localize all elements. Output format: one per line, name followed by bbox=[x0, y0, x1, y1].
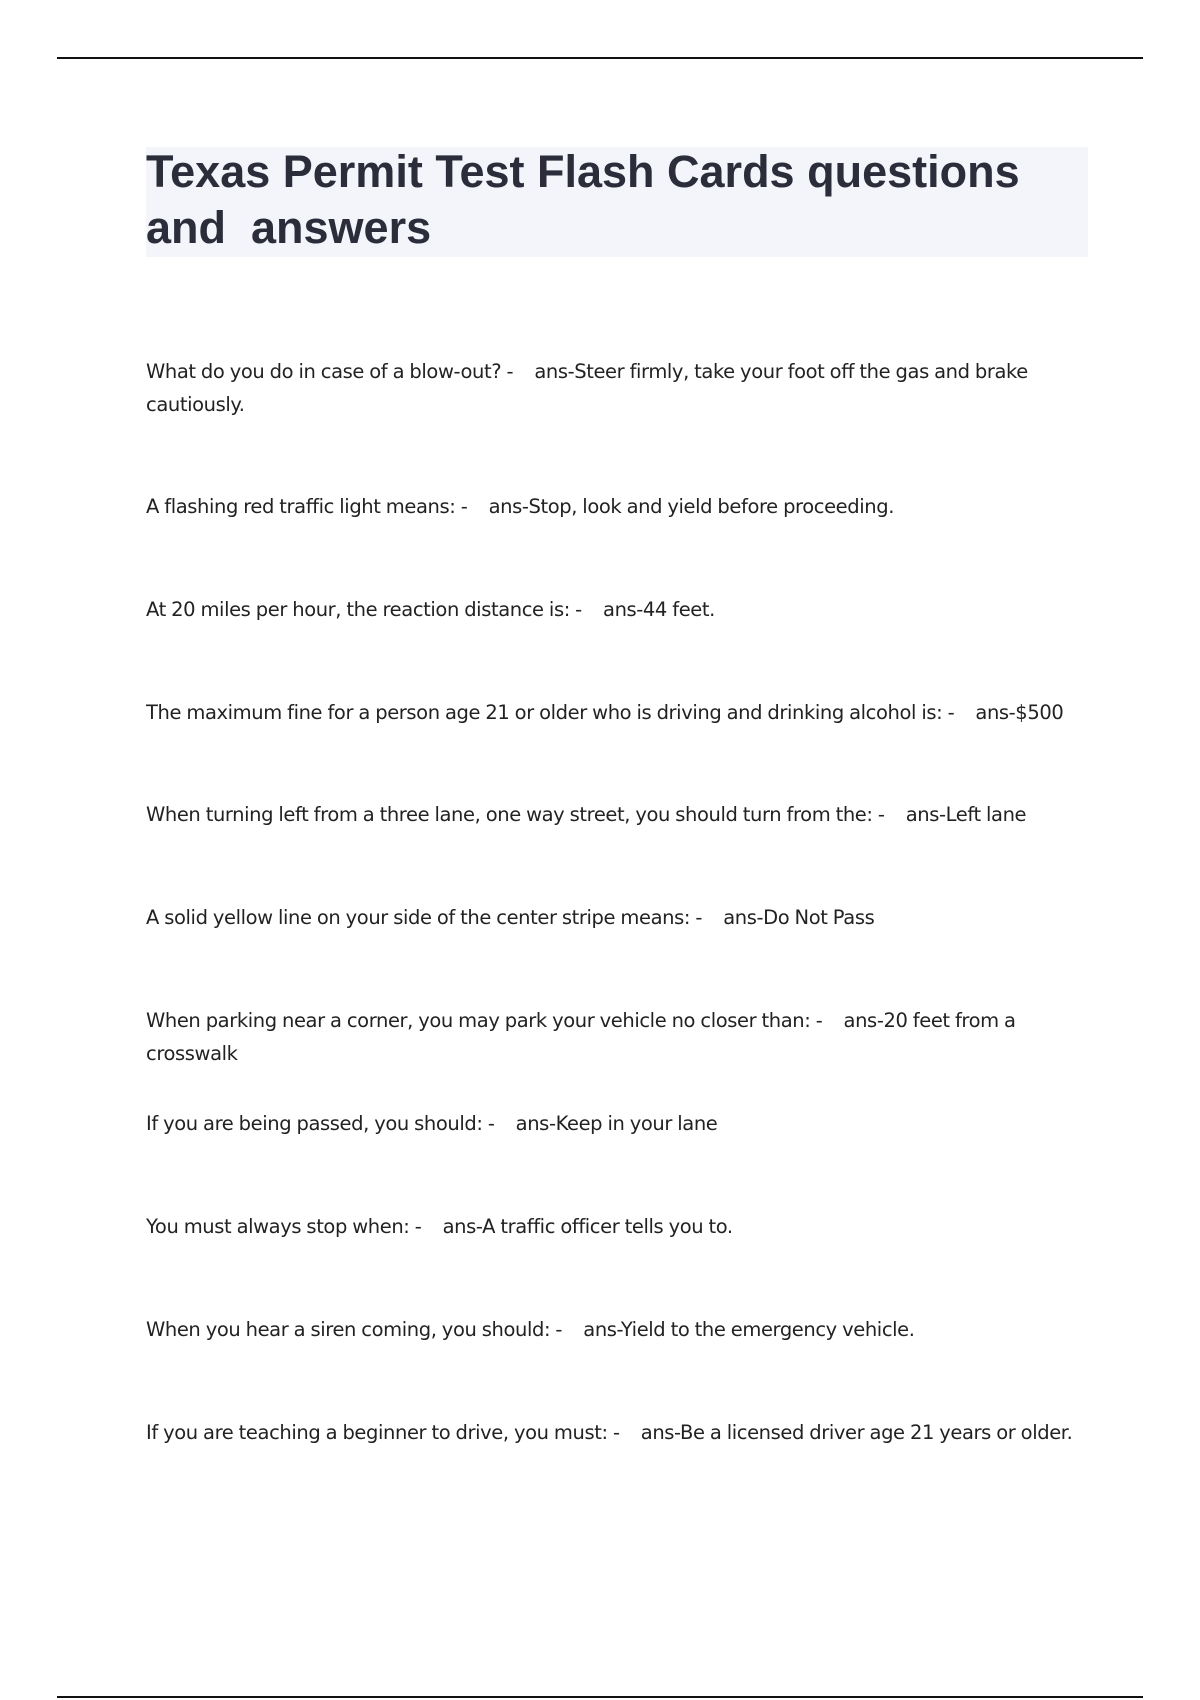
answer-text: ans-44 feet. bbox=[603, 598, 715, 621]
qa-separator: - bbox=[607, 1421, 641, 1444]
qa-item bbox=[146, 1313, 1106, 1346]
question-text: At 20 miles per hour, the reaction distance is: bbox=[146, 598, 570, 621]
qa-separator: - bbox=[550, 1318, 584, 1341]
answer-text: ans-$500 bbox=[975, 701, 1064, 724]
qa-item bbox=[146, 593, 1106, 626]
qa-separator: - bbox=[690, 906, 724, 929]
question-text: If you are teaching a beginner to drive, you must: bbox=[146, 1421, 608, 1444]
qa-item bbox=[146, 1004, 1106, 1070]
answer-text: ans-20 feet from a crosswalk bbox=[146, 1009, 1016, 1065]
qa-item bbox=[146, 490, 1106, 523]
document-title: Texas Permit Test Flash Cards questions and answers bbox=[146, 146, 1020, 253]
answer-text: ans-Keep in your lane bbox=[515, 1112, 718, 1135]
qa-item bbox=[146, 901, 1106, 934]
question-text: A flashing red traffic light means: bbox=[146, 495, 456, 518]
qa-separator: - bbox=[455, 495, 489, 518]
question-text: If you are being passed, you should: bbox=[146, 1112, 483, 1135]
qa-separator: - bbox=[810, 1009, 844, 1032]
qa-item bbox=[146, 1210, 1106, 1243]
question-text: A solid yellow line on your side of the center stripe means: bbox=[146, 906, 691, 929]
qa-separator: - bbox=[482, 1112, 516, 1135]
qa-item bbox=[146, 355, 1106, 421]
answer-text: ans-Be a licensed driver age 21 years or older. bbox=[640, 1421, 1073, 1444]
answer-text: ans-A traffic officer tells you to. bbox=[442, 1215, 733, 1238]
answer-text: ans-Steer firmly, take your foot off the gas and brake cautiously. bbox=[146, 360, 1028, 416]
question-text: What do you do in case of a blow-out? bbox=[146, 360, 502, 383]
qa-item bbox=[146, 1416, 1106, 1449]
qa-item bbox=[146, 696, 1106, 729]
question-text: When turning left from a three lane, one way street, you should turn from the: bbox=[146, 803, 873, 826]
top-rule bbox=[57, 57, 1143, 59]
question-text: When parking near a corner, you may park your vehicle no closer than: bbox=[146, 1009, 811, 1032]
qa-separator: - bbox=[409, 1215, 443, 1238]
qa-separator: - bbox=[872, 803, 906, 826]
answer-text: ans-Do Not Pass bbox=[723, 906, 875, 929]
bottom-rule bbox=[57, 1696, 1143, 1698]
answer-text: ans-Left lane bbox=[905, 803, 1027, 826]
answer-text: ans-Yield to the emergency vehicle. bbox=[583, 1318, 915, 1341]
answer-text: ans-Stop, look and yield before proceeding. bbox=[488, 495, 895, 518]
question-text: The maximum fine for a person age 21 or older who is driving and drinking alcohol is: bbox=[146, 701, 943, 724]
title-block bbox=[146, 147, 1088, 257]
qa-separator: - bbox=[942, 701, 976, 724]
qa-separator: - bbox=[501, 360, 535, 383]
qa-item bbox=[146, 798, 1106, 831]
question-text: You must always stop when: bbox=[146, 1215, 410, 1238]
qa-separator: - bbox=[569, 598, 604, 621]
question-text: When you hear a siren coming, you should: bbox=[146, 1318, 551, 1341]
qa-item bbox=[146, 1107, 1106, 1140]
